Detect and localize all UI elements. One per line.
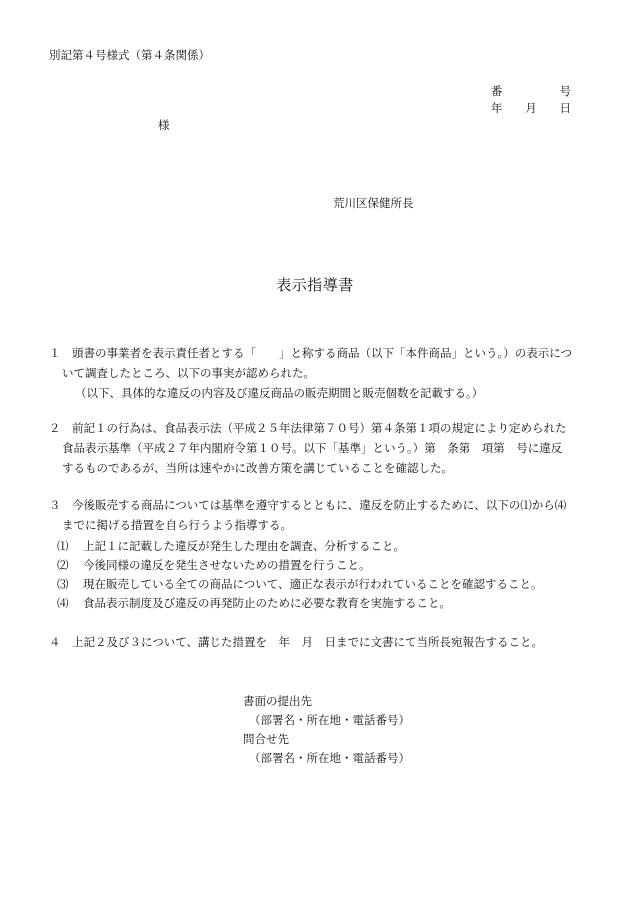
section-1 [49,343,589,403]
issuer-name: 荒川区保健所長 [333,196,414,210]
date-month: 月 [525,101,537,115]
section-2-line-3: するものであるが、当所は速やかに改善方策を講じていることを確認した。 [62,461,453,475]
section-2-line-1: ２ 前記１の行為は、食品表示法（平成２５年法律第７０号）第４条第１項の規定により定められた [49,421,567,435]
measure-item-text: 食品表示制度及び違反の再発防止のために必要な教育を実施すること。 [83,596,451,610]
measure-item-text: 現在販売している全ての商品について、適正な表示が行われていることを確認すること。 [83,577,543,591]
measure-item-number: ⑶ [57,577,69,591]
section-1-line-3: （以下、具体的な違反の内容及び違反商品の販売期間と販売個数を記載する。） [75,386,484,400]
section-1-line-1: １ 頭書の事業者を表示責任者とする「 」と称する商品（以下「本件商品」という。）の表示につ [49,346,573,360]
document-number-line [491,84,571,98]
measure-item [57,577,543,591]
date-line [491,101,571,115]
measure-item-number: ⑴ [57,539,69,553]
section-3-line-2: までに掲げる措置を自ら行うよう指導する。 [62,518,292,532]
inquiry-label: 問合せ先 [243,732,289,746]
section-2 [49,418,589,478]
section-3-line-1: ３ 今後販売する商品については基準を遵守するとともに、違反を防止するために、以下の⑴から⑷ [49,498,567,512]
submission-label: 書面の提出先 [243,694,312,708]
date-year: 年 [491,101,503,115]
measure-item [57,539,405,553]
measure-item-text: 上記１に記載した違反が発生した理由を調査、分析すること。 [83,539,405,553]
form-number: 別記第４号様式（第４条関係） [49,48,210,62]
measure-item-number: ⑵ [57,558,69,572]
section-3 [49,495,589,535]
addressee-suffix: 様 [158,118,170,132]
number-ban: 番 [491,84,503,98]
document-title: 表示指導書 [276,276,354,294]
section-4 [49,632,589,652]
section-2-line-2: 食品表示基準（平成２７年内閣府令第１０号。以下「基準」という。）第 条第 項第 号に違反 [62,441,563,455]
submission-detail: （部署名・所在地・電話番号） [249,713,410,727]
measure-item-text: 今後同様の違反を発生させないための措置を行うこと。 [83,558,371,572]
contact-block [243,692,410,768]
measure-item [57,596,451,610]
section-1-line-2: いて調査したところ、以下の事実が認められた。 [62,366,315,380]
date-day: 日 [559,101,571,115]
measure-item [57,558,371,572]
section-4-line-1: ４ 上記２及び３について、講じた措置を 年 月 日までに文書にて当所長宛報告すること。 [49,635,544,649]
number-go: 号 [559,84,571,98]
inquiry-detail: （部署名・所在地・電話番号） [249,751,410,765]
measure-item-number: ⑷ [57,596,69,610]
